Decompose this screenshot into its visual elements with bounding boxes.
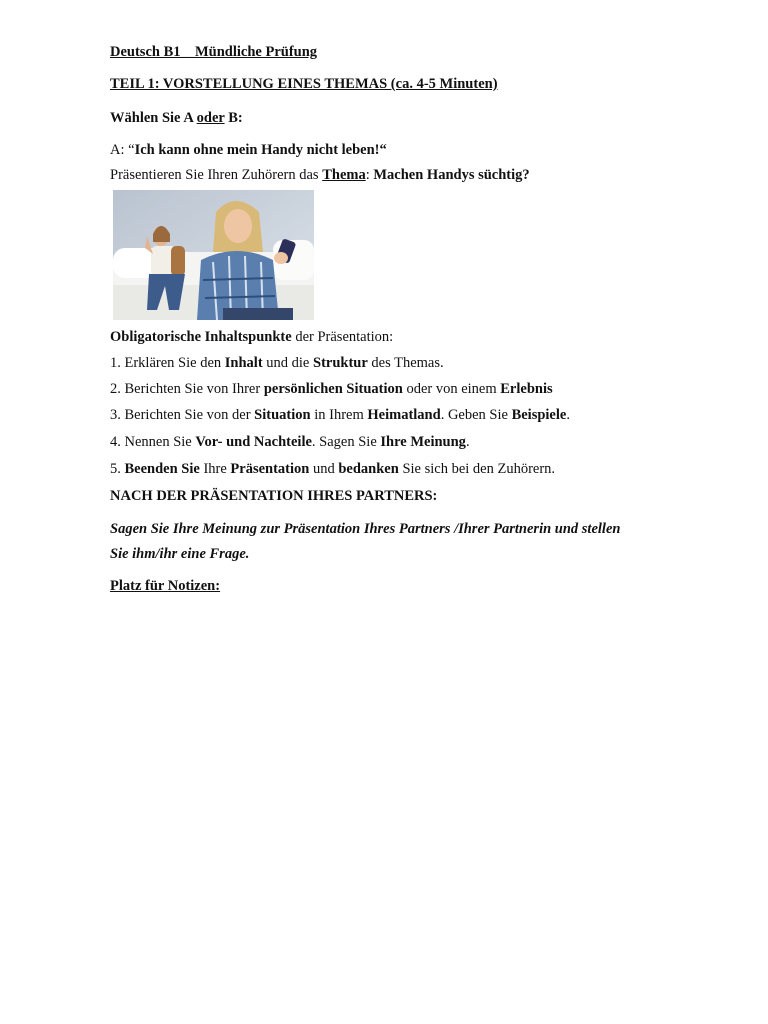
partner-heading: NACH DER PRÄSENTATION IHRES PARTNERS: [110,488,438,504]
choice-instruction: Wählen Sie A oder B: [110,110,243,126]
partner-instruction-line-2: Sie ihm/ihr eine Frage. [110,546,250,562]
point-1: 1. Erklären Sie den Inhalt und die Struktur des Themas. [110,355,444,371]
point-4: 4. Nennen Sie Vor- und Nachteile. Sagen Sie Ihre Meinung. [110,434,470,450]
topic-a: A: “Ich kann ohne mein Handy nicht leben!“ [110,142,387,158]
point-3: 3. Berichten Sie von der Situation in Ihrem Heimatland. Geben Sie Beispiele. [110,407,570,423]
point-5: 5. Beenden Sie Ihre Präsentation und bedanken Sie sich bei den Zuhörern. [110,461,556,477]
document-title: Deutsch B1__Mündliche Prüfung [110,44,318,60]
notes-label: Platz für Notizen: [110,578,221,594]
points-heading: Obligatorische Inhaltspunkte der Präsentation: [110,329,394,345]
point-2: 2. Berichten Sie von Ihrer persönlichen Situation oder von einem Erlebnis [110,381,553,397]
part-heading: TEIL 1: VORSTELLUNG EINES THEMAS (ca. 4-5 Minuten) [110,76,498,92]
partner-instruction-line-1: Sagen Sie Ihre Meinung zur Präsentation Ihres Partners /Ihrer Partnerin und stellen [110,521,621,537]
topic-photo [113,190,314,320]
present-instruction: Präsentieren Sie Ihren Zuhörern das Thema: Machen Handys süchtig? [110,167,530,183]
